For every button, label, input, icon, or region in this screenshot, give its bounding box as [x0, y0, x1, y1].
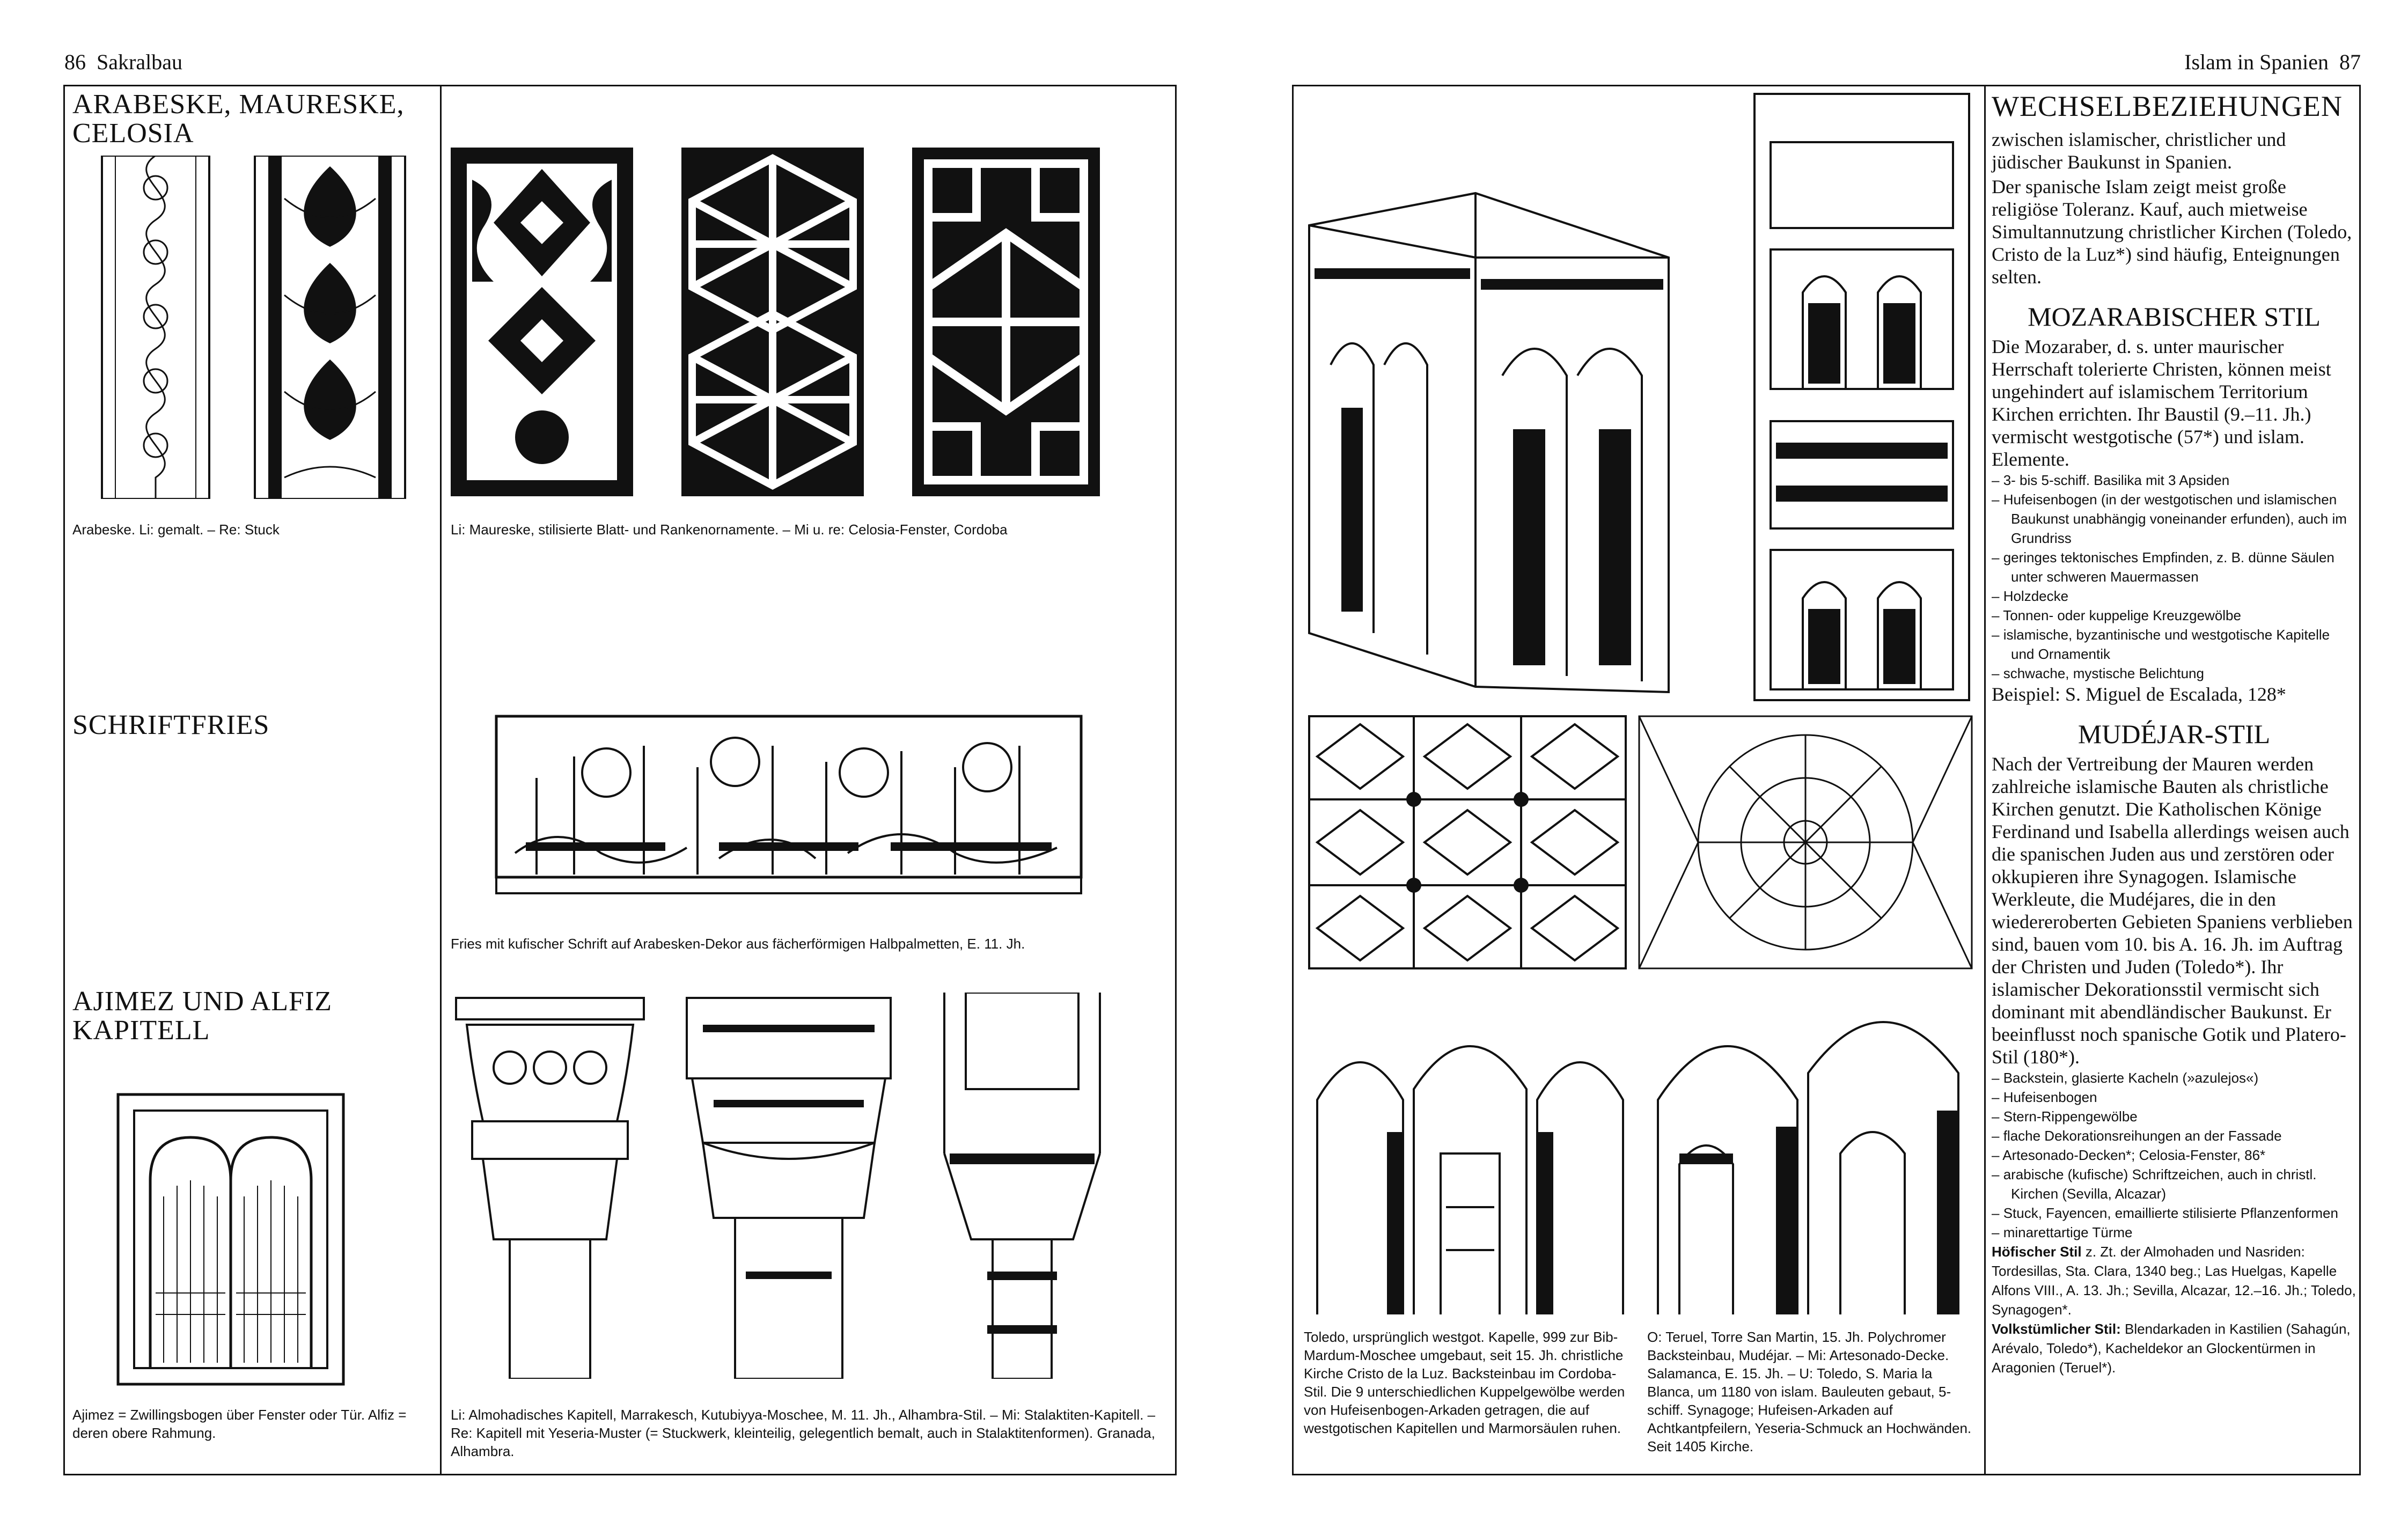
artesonado-ceiling-figure	[1306, 714, 1628, 971]
arabeske-stucco-figure	[252, 156, 408, 499]
arabeske-painted-figure	[91, 156, 220, 499]
ajimez-window-figure	[113, 1089, 349, 1390]
maureske-celosia-caption: Li: Maureske, stilisierte Blatt- und Rankenornamente. – Mi u. re: Celosia-Fenster, Cordoba	[451, 521, 1008, 538]
list-item: – Stuck, Fayencen, emaillierte stilisierte Pflanzenformen	[1992, 1203, 2356, 1223]
mudejar-list	[1992, 1068, 2356, 1242]
teruel-tower-right-figure	[1744, 89, 1980, 706]
teruel-tower-left-figure	[1298, 150, 1674, 697]
yeseria-capital-figure	[934, 993, 1111, 1379]
santa-maria-la-blanca-figure	[1647, 993, 1974, 1320]
arabeske-title: ARABESKE, MAURESKE, CELOSIA	[72, 89, 405, 149]
volkstuemlicher-label: Volkstümlicher Stil:	[1992, 1321, 2121, 1337]
left-running-head: Sakralbau	[97, 50, 182, 74]
hoefischer-label: Höfischer Stil	[1992, 1244, 2082, 1260]
right-page-header	[2146, 49, 2361, 75]
mozarab-list	[1992, 471, 2356, 683]
list-item: – Hufeisenbogen (in der westgotischen und islamischen Baukunst unabhängig voneinander erfunden), auch im Grundriss	[1992, 490, 2356, 548]
cristo-de-la-luz-interior-figure	[1306, 993, 1634, 1320]
left-column-divider	[440, 85, 442, 1475]
toledo-caption: Toledo, ursprünglich westgot. Kapelle, 999 zur Bib-Mardum-Moschee umgebaut, seit 15. Jh. christliche Kirche Cristo de la Luz. Backsteinbau im Cordoba-Stil. Die 9 unterschiedlichen Kuppelgewölbe werden von Hufeisenbogen-Arkaden getragen, die auf westgotischen Kapitellen und Marmorsäulen ruhen.	[1304, 1329, 1625, 1436]
schriftfries-caption: Fries mit kufischer Schrift auf Arabesken-Dekor aus fächerförmigen Halbpalmetten, E. 11. Jh.	[451, 936, 1025, 952]
list-item: – Holzdecke	[1992, 586, 2356, 606]
mozarab-title: MOZARABISCHER STIL	[2028, 302, 2321, 332]
wechsel-title: WECHSELBEZIEHUNGEN	[1992, 90, 2343, 122]
ajimez-caption: Ajimez = Zwillingsbogen über Fenster oder Tür. Alfiz = deren obere Rahmung.	[72, 1407, 407, 1441]
list-item: – minarettartige Türme	[1992, 1223, 2356, 1242]
left-page-header	[64, 49, 182, 75]
list-item: – Tonnen- oder kuppelige Kreuzgewölbe	[1992, 606, 2356, 625]
hoefischer-stil	[1992, 1242, 2356, 1319]
volkstuemlicher-text: Blendarkaden in Kastilien (Sahagún, Arévalo, Toledo*), Kacheldekor an Glockentürmen in Aragonien (Teruel*).	[1992, 1321, 2351, 1376]
celosia-window-right-figure	[912, 148, 1100, 496]
list-item: – Backstein, glasierte Kacheln (»azulejos«)	[1992, 1068, 2356, 1088]
arabeske-caption: Arabeske. Li: gemalt. – Re: Stuck	[72, 521, 280, 538]
stalactite-capital-figure	[681, 993, 896, 1379]
schriftfries-title: SCHRIFTFRIES	[72, 710, 270, 740]
list-item: – schwache, mystische Belichtung	[1992, 664, 2356, 683]
list-item: – geringes tektonisches Empfinden, z. B. dünne Säulen unter schweren Mauermassen	[1992, 548, 2356, 586]
star-vault-figure	[1636, 714, 1974, 971]
list-item: – islamische, byzantinische und westgotische Kapitelle und Ornamentik	[1992, 625, 2356, 664]
mudejar-paragraph: Nach der Vertreibung der Mauren werden zahlreiche islamische Bauten als christliche Kirchen genutzt. Die Katholischen Könige Ferdinand und Isabella allerdings weisen auch die spanischen Juden aus und zerstören oder okkupieren ihre Synagogen. Islamische Werkleute, die Mudéjares, die in den wiedereroberten Gebieten Spaniens verblieben sind, bauen vom 10. bis A. 16. Jh. im Auftrag der Christen und Juden (Toledo*). Ihr islamischer Dekorationsstil vermischt sich dominant mit abendländischer Baukunst. Er beeinflusst noch spanische Gotik und Platero-Stil (180*).	[1992, 753, 2353, 1068]
left-page-number: 86	[64, 50, 86, 74]
right-column-divider	[1984, 85, 1986, 1475]
teruel-caption: O: Teruel, Torre San Martin, 15. Jh. Polychromer Backsteinbau, Mudéjar. – Mi: Artesonado-Decke. Salamanca, E. 15. Jh. – U: Toledo, S. Maria la Blanca, um 1180 von islam. Bauleuten gebaut, 5-schiff. Synagoge; Hufeisen-Arkaden auf Achtkantpfeilern, Yeseria-Schmuck an Hochwänden. Seit 1405 Kirche.	[1647, 1329, 1972, 1454]
ajimez-title: AJIMEZ UND ALFIZ KAPITELL	[72, 986, 332, 1046]
list-item: – arabische (kufische) Schriftzeichen, auch in christl. Kirchen (Sevilla, Alcazar)	[1992, 1165, 2356, 1203]
list-item: – flache Dekorationsreihungen an der Fassade	[1992, 1126, 2356, 1145]
list-item: – Stern-Rippengewölbe	[1992, 1107, 2356, 1126]
celosia-window-middle-figure	[681, 148, 864, 496]
sidebar	[1992, 89, 2356, 1377]
volkstuemlicher-stil	[1992, 1319, 2356, 1377]
wechsel-paragraph: Der spanische Islam zeigt meist große religiöse Toleranz. Kauf, auch mietweise Simultannutzung christlicher Kirchen (Toledo, Cristo de la Luz*) sind häufig, Enteignungen selten.	[1992, 176, 2352, 288]
list-item: – 3- bis 5-schiff. Basilika mit 3 Apsiden	[1992, 471, 2356, 490]
wechsel-intro: zwischen islamischer, christlicher und jüdischer Baukunst in Spanien.	[1992, 129, 2286, 173]
kapitell-caption: Li: Almohadisches Kapitell, Marrakesch, Kutubiyya-Moschee, M. 11. Jh., Alhambra-Stil. – Mi: Stalaktiten-Kapitell. – Re: Kapitell mit Yeseria-Muster (= Stuckwerk, kleinteilig, gelegentlich bemalt, auch in Stalaktitenformen). Granada, Alhambra.	[451, 1407, 1156, 1459]
mozarab-paragraph: Die Mozaraber, d. s. unter maurischer Herrschaft tolerierte Christen, können meist ungehindert auf islamischem Territorium Kirchen errichten. Ihr Baustil (9.–11. Jh.) vermischt westgotische (57*) und islam. Elemente.	[1992, 336, 2331, 470]
hoefischer-text: z. Zt. der Almohaden und Nasriden: Tordesillas, Sta. Clara, 1340 beg.; Las Huelgas, Kapelle Alfons VIII., A. 13. Jh.; Sevilla, Alcazar, 12.–16. Jh.; Toledo, Synagogen*.	[1992, 1244, 2356, 1318]
kufic-frieze-figure	[494, 714, 1084, 901]
right-page-number: 87	[2339, 50, 2361, 74]
mudejar-title: MUDÉJAR-STIL	[2077, 719, 2271, 749]
mozarab-example: Beispiel: S. Miguel de Escalada, 128*	[1992, 684, 2286, 705]
almohad-capital-figure	[451, 993, 649, 1379]
right-running-head: Islam in Spanien	[2184, 50, 2329, 74]
list-item: – Hufeisenbogen	[1992, 1088, 2356, 1107]
maureske-figure	[451, 148, 633, 496]
list-item: – Artesonado-Decken*; Celosia-Fenster, 86*	[1992, 1145, 2356, 1165]
